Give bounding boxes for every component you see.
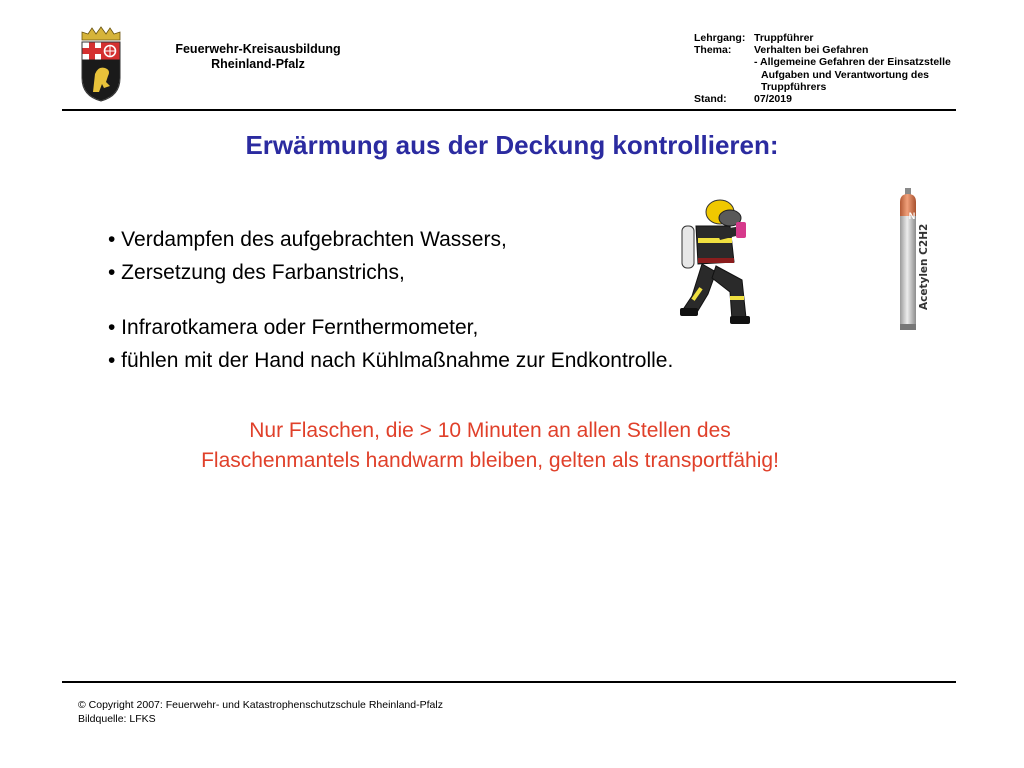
topic-detail-line2: Aufgaben und Verantwortung des [761, 68, 930, 81]
course-meta [694, 32, 994, 105]
topic-detail-line3: Truppführers [761, 80, 827, 93]
header-divider [62, 109, 956, 111]
cylinder-text: Acetylen C2H2 [918, 223, 930, 310]
organization-name [150, 42, 366, 72]
coat-of-arms-icon [78, 26, 124, 102]
page-title: Erwärmung aus der Deckung kontrollieren: [245, 130, 779, 160]
footer [78, 698, 443, 726]
bullet-item: • Zersetzung des Farbanstrichs, [108, 261, 405, 284]
bullet-item: • Verdampfen des aufgebrachten Wassers, [108, 228, 507, 251]
cylinder-mark: N [908, 211, 916, 221]
course-value: Truppführer [754, 32, 814, 44]
status-value: 07/2019 [754, 93, 792, 106]
warning-line1: Nur Flaschen, die > 10 Minuten an allen Stellen des [249, 419, 731, 442]
course-label: Lehrgang: [694, 32, 746, 44]
bullet-item: • Infrarotkamera oder Fernthermometer, [108, 316, 479, 339]
warning-line2: Flaschenmantels handwarm bleiben, gelten als transportfähig! [201, 449, 779, 472]
copyright-text: © Copyright 2007: Feuerwehr- und Katastrophenschutzschule Rheinland-Pfalz [78, 699, 443, 711]
footer-divider [62, 681, 956, 683]
topic-value: Verhalten bei Gefahren [754, 44, 869, 57]
status-label: Stand: [694, 93, 727, 106]
cylinder-label [904, 223, 930, 312]
bullet-item: • fühlen mit der Hand nach Kühlmaßnahme zur Endkontrolle. [108, 349, 674, 372]
organization-line1: Feuerwehr-Kreisausbildung [175, 42, 341, 56]
firefighter-illustration [672, 196, 764, 326]
topic-label: Thema: [694, 44, 732, 57]
image-source-text: Bildquelle: LFKS [78, 713, 156, 725]
topic-detail-line1: - Allgemeine Gefahren der Einsatzstelle [754, 56, 951, 69]
organization-line2: Rheinland-Pfalz [211, 57, 305, 71]
warning-text [100, 416, 880, 476]
